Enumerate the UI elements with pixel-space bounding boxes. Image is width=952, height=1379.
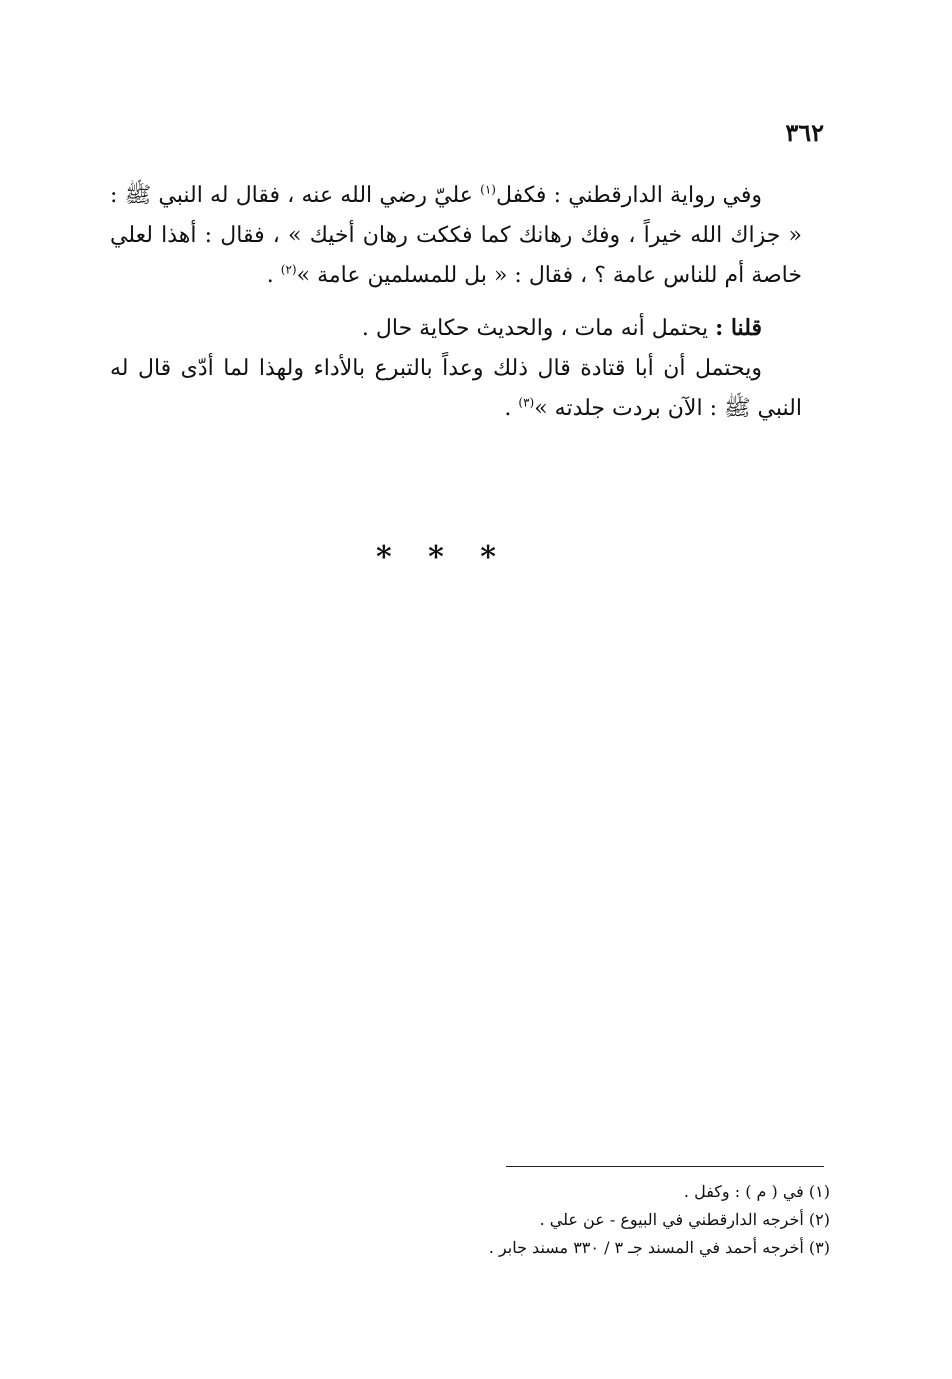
section-separator [376, 540, 496, 575]
footnote-3: (٣) أخرجه أحمد في المسند جـ ٣ / ٣٣٠ مسند جابر . [488, 1238, 830, 1257]
paragraph-1-text-a: وفي رواية الدارقطني : فكفل [495, 183, 762, 208]
paragraph-2-label: قلنا : [715, 315, 762, 341]
footnote-ref-3[interactable]: (٣) [518, 395, 535, 410]
paragraph-1 [110, 176, 802, 296]
footnote-1: (١) في ( م ) : وكفل . [683, 1182, 830, 1201]
paragraph-3-text: ويحتمل أن أبا قتادة قال ذلك وعداً بالتبرع بالأداء ولهذا لما أدّى قال له النبي ﷺ : الآن بردت جلدته » [110, 356, 802, 421]
separator-star: * [480, 540, 496, 575]
separator-star: * [376, 540, 392, 575]
main-text [110, 176, 802, 429]
footnote-ref-1[interactable]: (١) [480, 182, 496, 197]
footnotes [488, 1178, 830, 1262]
paragraph-2 [110, 308, 802, 349]
paragraph-1-end: . [266, 263, 281, 288]
footnote-divider [506, 1166, 824, 1167]
page-number: ٣٦٢ [785, 118, 824, 147]
separator-star: * [428, 540, 444, 575]
footnote-2: (٢) أخرجه الدارقطني في البيوع - عن علي . [539, 1210, 830, 1229]
footnote-ref-2[interactable]: (٢) [280, 262, 297, 277]
paragraph-3-end: . [504, 396, 519, 421]
paragraph-2-text: يحتمل أنه مات ، والحديث حكاية حال . [361, 316, 716, 341]
paragraph-3 [110, 349, 802, 429]
paragraph-1-text-b: عليّ رضي الله عنه ، فقال له النبي ﷺ : « جزاك الله خيراً ، وفك رهانك كما فككت رهان أخيك » ، فقال : أهذا لعلي خاصة أم للناس عامة ؟ ، فقال : « بل للمسلمين عامة » [110, 183, 802, 288]
